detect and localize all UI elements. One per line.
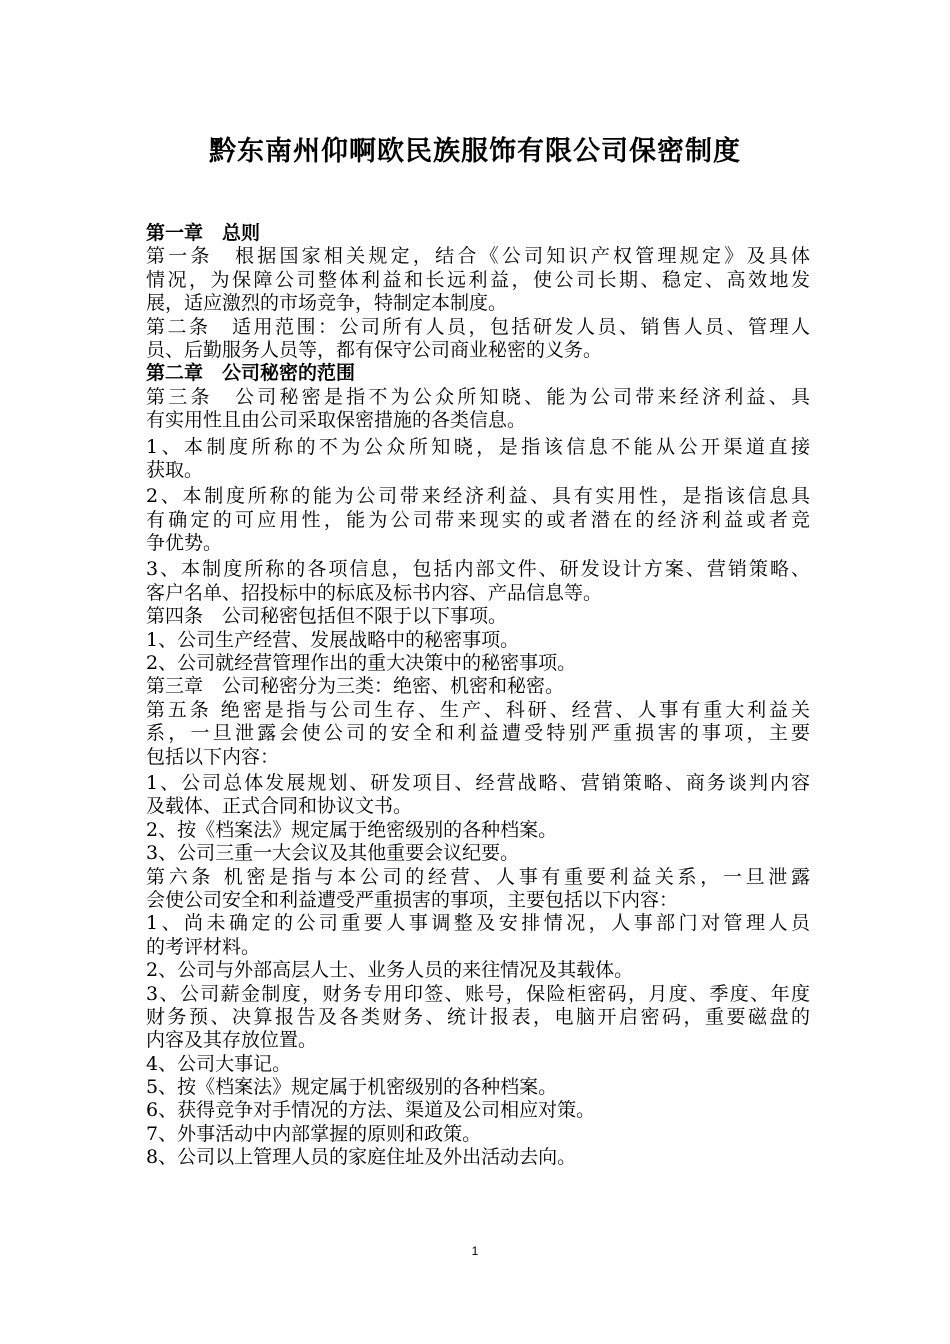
chapter-heading: 第一章 总则 [146,222,261,244]
chapter-heading: 第二章 公司秘密的范围 [146,362,356,385]
text-line: 2、按《档案法》规定属于绝密级别的各种档案。 [146,818,558,841]
text-line: 系，一旦泄露会使公司的安全和利益遭受特别严重损害的事项，主要 [146,722,810,745]
text-line: 2、公司就经营管理作出的重大决策中的秘密事项。 [146,652,577,675]
text-line: 展，适应激烈的市场竞争，特制定本制度。 [146,292,508,315]
text-line: 1、公司生产经营、发展战略中的秘密事项。 [146,628,520,651]
text-line: 1、本制度所称的不为公众所知晓，是指该信息不能从公开渠道直接 [146,435,810,458]
text-line: 6、获得竞争对手情况的方法、渠道及公司相应对策。 [146,1099,596,1122]
document-body [146,222,810,1170]
text-line: 3、公司三重一大会议及其他重要会议纪要。 [146,842,520,865]
text-line: 情况，为保障公司整体利益和长远利益，使公司长期、稳定、高效地发 [146,268,810,291]
text-line: 争优势。 [146,532,223,555]
text-line: 及载体、正式合同和协议文书。 [146,795,413,818]
text-line: 财务预、决算报告及各类财务、统计报表，电脑开启密码，重要磁盘的 [146,1005,810,1028]
text-line: 第二条 适用范围：公司所有人员，包括研发人员、销售人员、管理人 [146,315,810,338]
text-line: 3、公司薪金制度，财务专用印签、账号，保险柜密码，月度、季度、年度 [146,982,810,1005]
text-line: 员、后勤服务人员等，都有保守公司商业秘密的义务。 [146,338,603,361]
text-line: 2、公司与外部高层人士、业务人员的来往情况及其载体。 [146,959,634,982]
page-number: 1 [471,1244,479,1258]
text-line: 5、按《档案法》规定属于机密级别的各种档案。 [146,1076,558,1099]
text-line: 第四条 公司秘密包括但不限于以下事项。 [146,605,508,628]
text-line: 8、公司以上管理人员的家庭住址及外出活动去向。 [146,1146,577,1169]
text-line: 第六条 机密是指与本公司的经营、人事有重要利益关系，一旦泄露 [146,865,810,888]
document-title: 黔东南州仰啊欧民族服饰有限公司保密制度 [209,136,741,167]
text-line: 会使公司安全和利益遭受严重损害的事项，主要包括以下内容： [146,888,679,911]
text-line: 获取。 [146,458,204,481]
text-line: 的考评材料。 [146,935,261,958]
text-line: 1、尚未确定的公司重要人事调整及安排情况，人事部门对管理人员 [146,912,810,935]
text-line: 第三章 公司秘密分为三类：绝密、机密和秘密。 [146,675,565,698]
text-line: 第一条 根据国家相关规定，结合《公司知识产权管理规定》及具体 [146,245,810,268]
text-line: 客户名单、招投标中的标底及标书内容、产品信息等。 [146,581,603,604]
text-line: 包括以下内容： [146,745,280,768]
text-line: 2、本制度所称的能为公司带来经济利益、具有实用性，是指该信息具 [146,485,810,508]
text-line: 第五条 绝密是指与公司生存、生产、科研、经营、人事有重大利益关 [146,698,810,721]
text-line: 内容及其存放位置。 [146,1029,318,1052]
text-line: 4、公司大事记。 [146,1052,292,1075]
text-line: 第三条 公司秘密是指不为公众所知晓、能为公司带来经济利益、具 [146,385,810,408]
text-line: 1、公司总体发展规划、研发项目、经营战略、营销策略、商务谈判内容 [146,771,810,794]
text-line: 7、外事活动中内部掌握的原则和政策。 [146,1122,482,1145]
text-line: 有确定的可应用性，能为公司带来现实的或者潜在的经济利益或者竞 [146,508,810,531]
text-line: 3、本制度所称的各项信息，包括内部文件、研发设计方案、营销策略、 [146,558,810,581]
text-line: 有实用性且由公司采取保密措施的各类信息。 [146,409,527,432]
